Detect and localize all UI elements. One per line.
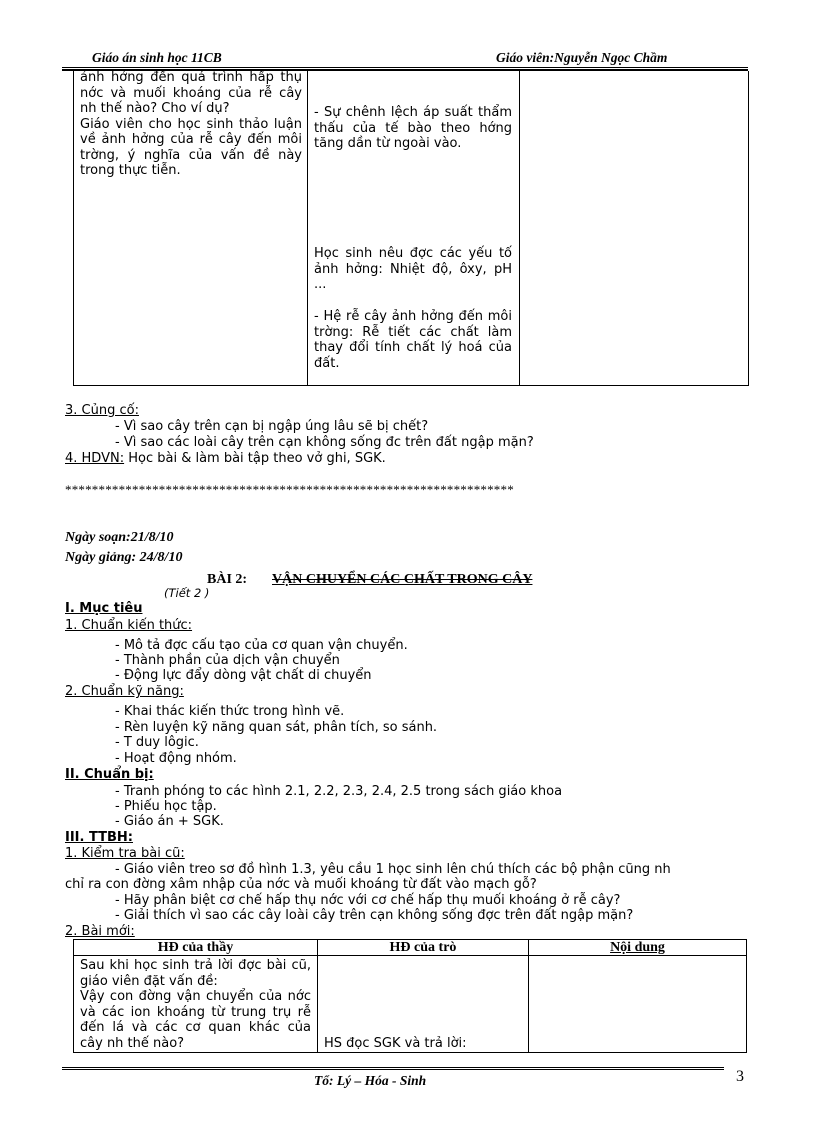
check-item-4: - Giải thích vì sao các cây loài cây trên cạn không sống đợc trên đất ngập mặn? bbox=[115, 908, 634, 923]
consolidate-item-1: - Vì sao cây trên cạn bị ngập úng lâu sẽ bị chết? bbox=[115, 419, 429, 434]
lesson-number: BÀI 2: bbox=[207, 572, 248, 587]
knowledge-item-2: - Thành phần của dịch vận chuyển bbox=[115, 653, 340, 668]
consolidate-item-2: - Vì sao các loài cây trên cạn không sống đc trên đất ngập mặn? bbox=[115, 435, 534, 450]
table1-student-cell-c: - Hệ rễ cây ảnh hởng đến môi trờng: Rễ tiết các chất làm thay đổi tính chất lý hoá của đất. bbox=[314, 309, 512, 371]
footer-text: Tổ: Lý – Hóa - Sinh bbox=[314, 1073, 427, 1088]
check-title: 1. Kiểm tra bài cũ: bbox=[65, 846, 185, 861]
preparation-item-2: - Phiếu học tập. bbox=[115, 799, 217, 814]
lesson-title: VẬN CHUYỂN CÁC CHẤT TRONG CÂY bbox=[272, 572, 533, 587]
preparation-item-3: - Giáo án + SGK. bbox=[115, 814, 224, 829]
content-cell bbox=[529, 956, 747, 1053]
student-cell-text: HS đọc SGK và trả lời: bbox=[324, 1036, 467, 1051]
table1-student-cell-b: Học sinh nêu đợc các yếu tố ảnh hởng: Nhiệt độ, ôxy, pH ... bbox=[314, 246, 512, 292]
knowledge-item-3: - Động lực đẩy dòng vật chất di chuyển bbox=[115, 668, 372, 683]
teacher-cell bbox=[74, 956, 318, 1053]
header-content bbox=[529, 940, 747, 956]
new-lesson-title: 2. Bài mới: bbox=[65, 924, 135, 939]
activity-table bbox=[73, 939, 747, 1053]
header-rule bbox=[62, 67, 748, 68]
preparation-item-1: - Tranh phóng to các hình 2.1, 2.2, 2.3, 2.4, 2.5 trong sách giáo khoa bbox=[115, 784, 563, 799]
table1-teacher-cell: ảnh hởng đến quá trình hấp thụ nớc và muối khoáng của rễ cây nh thế nào? Cho ví dụ? Giáo viên cho học sinh thảo luận về ảnh hởng của rễ cây đến môi trờng, ý nghĩa của vấn đề này trong thực tiễn. bbox=[80, 70, 302, 178]
homework-label: 4. HDVN: bbox=[65, 451, 125, 466]
table-header-row bbox=[74, 940, 747, 956]
header-student bbox=[318, 940, 529, 956]
consolidate-title: 3. Củng cố: bbox=[65, 403, 139, 418]
footer-rule-2 bbox=[62, 1069, 724, 1070]
homework-text: Học bài & làm bài tập theo vở ghi, SGK. bbox=[124, 451, 386, 466]
table-row bbox=[74, 956, 747, 1053]
page-number: 3 bbox=[736, 1068, 744, 1085]
header-left: Giáo án sinh học 11CB bbox=[92, 50, 222, 65]
date-prepared: Ngày soạn:21/8/10 bbox=[65, 530, 174, 545]
date-taught: Ngày giảng: 24/8/10 bbox=[65, 550, 183, 565]
objectives-title: I. Mục tiêu bbox=[65, 601, 143, 616]
skills-title: 2. Chuẩn kỹ năng: bbox=[65, 684, 184, 699]
teacher-cell-text: Sau khi học sinh trả lời đợc bài cũ, giáo viên đặt vấn đề: Vậy con đờng vận chuyển của nớc và các ion khoáng từ trung trụ rễ đến lá và các cơ quan khác của cây nh thế nào? bbox=[80, 958, 311, 1051]
skills-item-3: - T duy lôgic. bbox=[115, 735, 199, 750]
skills-item-4: - Hoạt động nhóm. bbox=[115, 751, 237, 766]
separator: ******************************************************************* bbox=[65, 482, 514, 497]
header-teacher-label: HĐ của thầy bbox=[157, 940, 234, 955]
knowledge-title: 1. Chuẩn kiến thức: bbox=[65, 618, 193, 633]
header-teacher bbox=[74, 940, 318, 956]
table1-divider-1 bbox=[307, 71, 308, 386]
check-item-1: - Giáo viên treo sơ đồ hình 1.3, yêu cầu 1 học sinh lên chú thích các bộ phận cũng nh bbox=[115, 862, 671, 877]
lesson-period: (Tiết 2 ) bbox=[164, 586, 210, 600]
preparation-title: II. Chuẩn bị: bbox=[65, 767, 154, 782]
header-student-label: HĐ của trò bbox=[389, 940, 457, 955]
knowledge-item-1: - Mô tả đợc cấu tạo của cơ quan vận chuyển. bbox=[115, 638, 408, 653]
skills-item-1: - Khai thác kiến thức trong hình vẽ. bbox=[115, 704, 345, 719]
header-content-label: Nội dung bbox=[610, 940, 665, 955]
skills-item-2: - Rèn luyện kỹ năng quan sát, phân tích, so sánh. bbox=[115, 720, 438, 735]
table1-student-cell-a: - Sự chênh lệch áp suất thẩm thấu của tế bào theo hớng tăng dần từ ngoài vào. bbox=[314, 105, 512, 151]
check-item-2: chỉ ra con đờng xâm nhập của nớc và muối khoáng từ đất vào mạch gỗ? bbox=[65, 877, 537, 892]
process-title: III. TTBH: bbox=[65, 830, 133, 845]
header-right: Giáo viên:Nguyễn Ngọc Chầm bbox=[496, 50, 668, 65]
table1-divider-2 bbox=[519, 71, 520, 386]
check-item-3: - Hãy phân biệt cơ chế hấp thụ nớc với cơ chế hấp thụ muối khoáng ở rễ cây? bbox=[115, 893, 621, 908]
student-cell bbox=[318, 956, 529, 1053]
footer-rule bbox=[62, 1067, 724, 1068]
homework bbox=[65, 451, 386, 466]
